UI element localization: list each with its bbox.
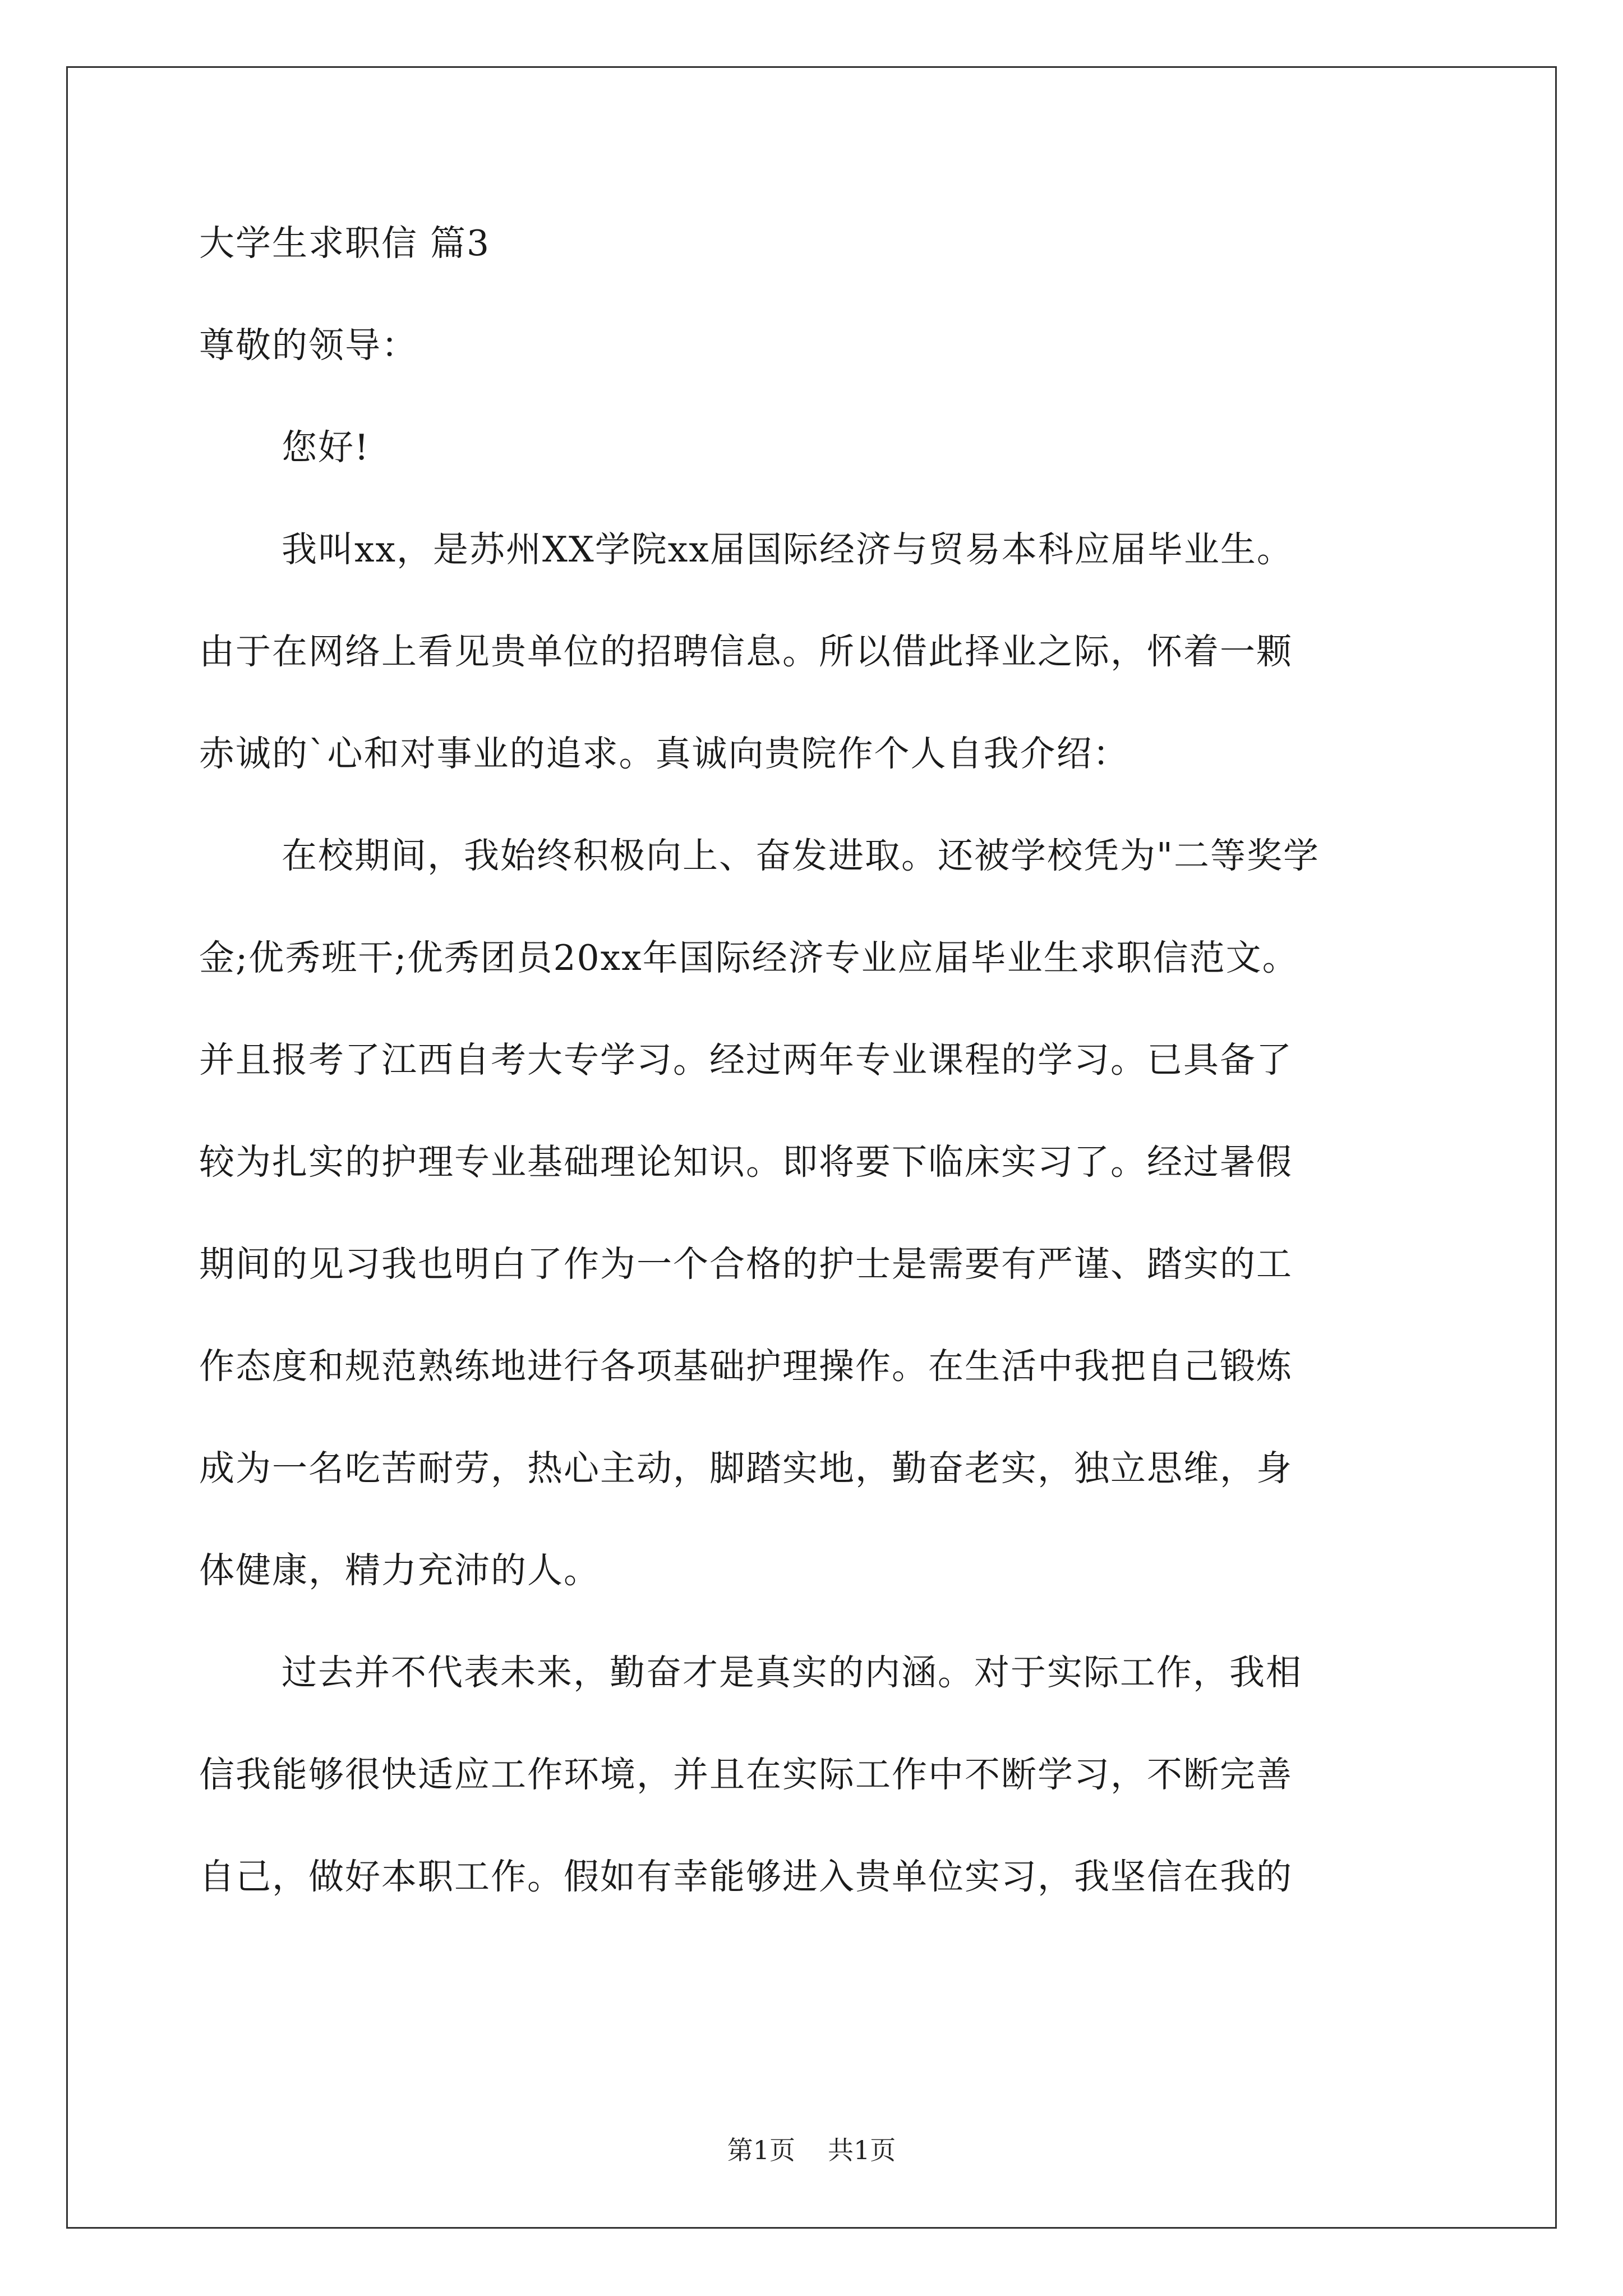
text-line: 自己，做好本职工作。假如有幸能够进入贵单位实习，我坚信在我的 bbox=[199, 1856, 1293, 1897]
text-line: 体健康，精力充沛的人。 bbox=[199, 1550, 600, 1591]
text-line: 信我能够很快适应工作环境，并且在实际工作中不断学习，不断完善 bbox=[199, 1754, 1293, 1795]
letter-body bbox=[199, 222, 1438, 1957]
text-line: 在校期间，我始终积极向上、奋发进取。还被学校凭为"二等奖学 bbox=[282, 835, 1320, 876]
text-line: 较为扎实的护理专业基础理论知识。即将要下临床实习了。经过暑假 bbox=[199, 1142, 1293, 1182]
salutation: 尊敬的领导： bbox=[199, 325, 418, 366]
text-line: 成为一名吃苦耐劳，热心主动，脚踏实地，勤奋老实，独立思维，身 bbox=[199, 1448, 1293, 1489]
text-line: 由于在网络上看见贵单位的招聘信息。所以借此择业之际，怀着一颗 bbox=[199, 631, 1293, 672]
greeting: 您好! bbox=[282, 427, 370, 468]
text-line: 金;优秀班干;优秀团员20xx年国际经济专业应届毕业生求职信范文。 bbox=[199, 937, 1299, 978]
text-line: 并且报考了江西自考大专学习。经过两年专业课程的学习。已具备了 bbox=[199, 1039, 1293, 1080]
text-line: 赤诚的`心和对事业的追求。真诚向贵院作个人自我介绍： bbox=[199, 733, 1129, 774]
text-line: 过去并不代表未来，勤奋才是真实的内涵。对于实际工作，我相 bbox=[282, 1652, 1302, 1693]
text-line: 期间的见习我也明白了作为一个合格的护士是需要有严谨、踏实的工 bbox=[199, 1244, 1293, 1285]
page-count: 共1页 bbox=[828, 2135, 896, 2165]
document-title: 大学生求职信 篇3 bbox=[199, 223, 491, 264]
text-line: 我叫xx，是苏州XX学院xx届国际经济与贸易本科应届毕业生。 bbox=[282, 529, 1293, 570]
page-footer bbox=[0, 2134, 1623, 2166]
text-line: 作态度和规范熟练地进行各项基础护理操作。在生活中我把自己锻炼 bbox=[199, 1346, 1293, 1387]
page-number: 第1页 bbox=[727, 2135, 795, 2165]
